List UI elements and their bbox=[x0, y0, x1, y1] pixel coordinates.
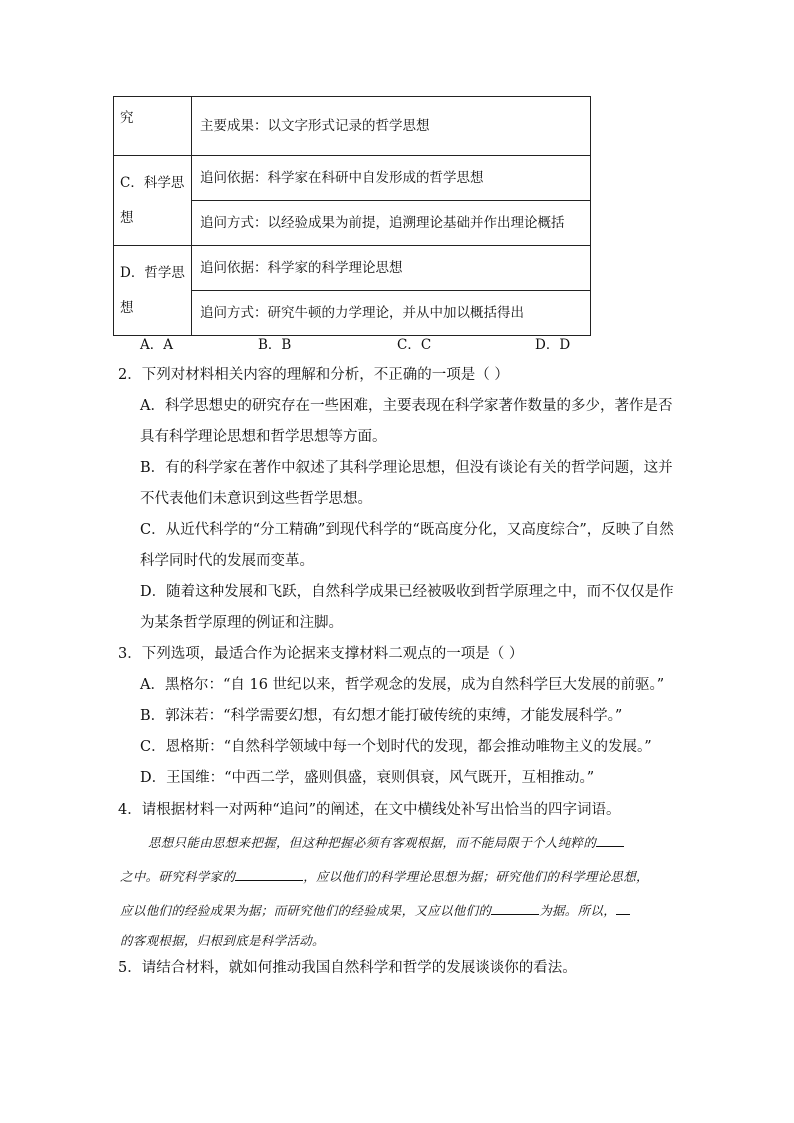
passage-text: 之中。研究科学家的 bbox=[120, 869, 236, 884]
table-row bbox=[114, 156, 591, 201]
question-2-stem: 2．下列对材料相关内容的理解和分析，不正确的一项是（ ） bbox=[118, 367, 509, 383]
question-3-option-a: A．黑格尔：“自 16 世纪以来，哲学观念的发展，成为自然科学巨大发展的前驱。” bbox=[140, 677, 665, 693]
question-2-option-b: B．有的科学家在著作中叙述了其科学理论思想，但没有谈论有关的哲学问题，这并不代表他们未意识到这些哲学思想。 bbox=[140, 460, 673, 507]
fill-passage-line bbox=[148, 826, 678, 860]
q1-option-b: B．B bbox=[258, 337, 292, 353]
table-cell-right: 追问依据：科学家在科研中自发形成的哲学思想 bbox=[192, 156, 591, 201]
answer-blank-1[interactable] bbox=[596, 832, 624, 847]
question-3-stem: 3．下列选项，最适合作为论据来支撑材料二观点的一项是（ ） bbox=[118, 646, 524, 662]
table-cell-left: 究 bbox=[114, 97, 192, 156]
passage-text: 为据。所以， bbox=[539, 903, 617, 918]
table-row bbox=[114, 246, 591, 291]
q1-options bbox=[140, 333, 600, 353]
question-2-option-d: D．随着这种发展和飞跃，自然科学成果已经被吸收到哲学原理之中，而不仅仅是作为某条哲学原理的例证和注脚。 bbox=[140, 584, 674, 631]
fill-passage-line bbox=[120, 894, 680, 928]
table-row bbox=[114, 97, 591, 156]
question-3-option-d: D．王国维：“中西二学，盛则俱盛，衰则俱衰，风气既开，互相推动。” bbox=[140, 770, 595, 786]
question-3-option-b: B．郭沫若：“科学需要幻想，有幻想才能打破传统的束缚，才能发展科学。” bbox=[140, 708, 623, 724]
answer-blank-2[interactable] bbox=[235, 866, 303, 881]
fill-passage-line bbox=[120, 860, 680, 894]
question-3-option-c: C．恩格斯：“自然科学领域中每一个划时代的发现，都会推动唯物主义的发展。” bbox=[140, 739, 652, 755]
passage-text: 应以他们的经验成果为据；而研究他们的经验成果，又应以他们的 bbox=[120, 903, 492, 918]
question-5-stem: 5．请结合材料，就如何推动我国自然科学和哲学的发展谈谈你的看法。 bbox=[118, 960, 577, 976]
q1-option-c: C．C bbox=[397, 337, 432, 353]
table-cell-right: 追问方式：以经验成果为前提，追溯理论基础并作出理论概括 bbox=[192, 201, 591, 246]
table-cell-right: 追问方式：研究牛顿的力学理论，并从中加以概括得出 bbox=[192, 291, 591, 336]
table-cell-right: 追问依据：科学家的科学理论思想 bbox=[192, 246, 591, 291]
comparison-table bbox=[113, 96, 591, 336]
question-2-option-a: A．科学思想史的研究存在一些困难，主要表现在科学家著作数量的多少，著作是否具有科学理论思想和哲学思想等方面。 bbox=[140, 398, 673, 445]
q1-option-d: D．D bbox=[535, 337, 571, 353]
answer-blank-3[interactable] bbox=[491, 900, 539, 915]
q1-option-a: A．A bbox=[140, 337, 173, 353]
question-4-stem: 4．请根据材料一对两种“追问”的阐述，在文中横线处补写出恰当的四字词语。 bbox=[118, 802, 621, 818]
passage-text: 的客观根据，归根到底是科学活动。 bbox=[120, 933, 325, 948]
passage-text: 思想只能由思想来把握，但这种把握必须有客观根据，而不能局限于个人纯粹的 bbox=[148, 835, 597, 850]
table-cell-option-c: C．科学思想 bbox=[114, 156, 192, 246]
passage-text: ，应以他们的科学理论思想为据；研究他们的科学理论思想， bbox=[303, 869, 649, 884]
answer-blank-4[interactable] bbox=[616, 900, 630, 915]
table-cell-option-d: D．哲学思想 bbox=[114, 246, 192, 336]
table-cell-right: 主要成果：以文字形式记录的哲学思想 bbox=[192, 97, 591, 156]
question-2-option-c: C．从近代科学的“分工精确”到现代科学的“既高度分化，又高度综合”，反映了自然科学同时代的发展而变革。 bbox=[140, 522, 674, 569]
